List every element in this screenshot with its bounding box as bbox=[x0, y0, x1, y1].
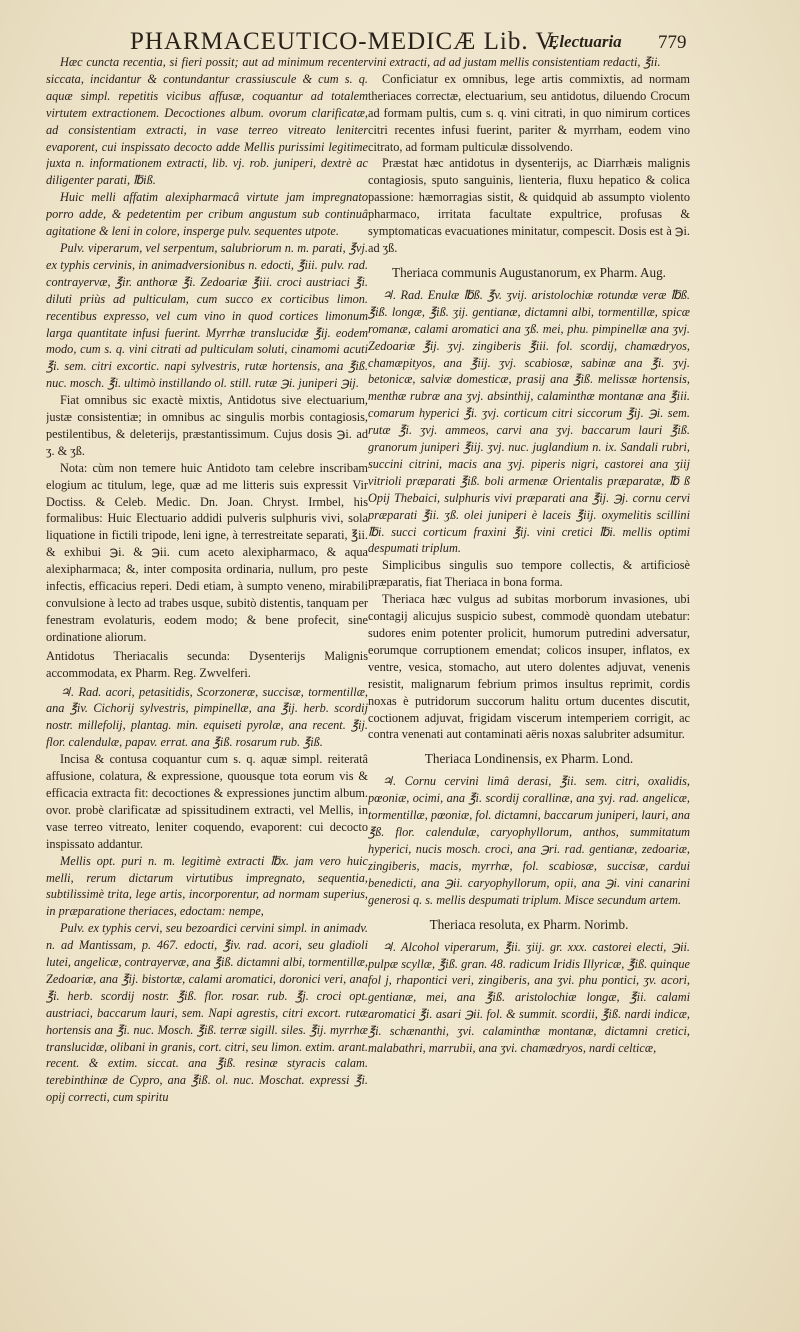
text-paragraph: Conficiatur ex omnibus, lege artis commixtis, ad normam theriaces correctæ, electuarium, seu antidotus, diluendo Crocum ad formam pultis, cum s. q. vini citrati, in quo nimirum cortices citri recentes infusi fuerint, pariter & myrrham, eodem vino citrato, ad formam pulticulæ dissolvendo. bbox=[368, 71, 690, 154]
page-number: 779 bbox=[658, 32, 687, 53]
text-paragraph: Nota: cùm non temere huic Antidoto tam celebre inscribam elogium ac titulum, lege, quæ ad me litteris suis expressit Vir Doctiss. & Celeb. Medic. Dn. Joan. Chryst. Irmbel, his formalibus: Huic Electuario addidi pulveris sulphuris vivi, sola liquatione in fictili tripode, leni igne, à terrestreitate separati, ℥ii. & exhibui ℈i. & ℈ii. cum aceto alexipharmaco, & aqua alexipharmaca; &, inter composita ordinaria, nullum, pro peste infectis, efficacius reperi. Dedi etiam, à sumpto veneno, mirabili convulsione à lecto ad trabes usque, subitò distentis, tanquam per fenestram evolaturis, eodem modo; & bene profecit, sine ordinatione aliorum. bbox=[46, 460, 368, 644]
text-paragraph: Theriaca hæc vulgus ad subitas morborum invasiones, ubi contagij alicujus suspicio subest, commodè quondam utebatur: sudores enim potenter prolicit, humorum putredini adversatur, eorumque corruptionem emendat; colicos insuper, inflatos, ex ventre, vesica, stomacho, aut utero dolentes adjuvat, venenis resistit, malignarum febrium primos insultus reprimit, cordis noxas è putridorum succorum halitu ortum ducentes discutit, coctionem adjuvat, frigidam viscerum intemperiem corrigit, ac contra venenati aut contaminati aëris noxas salubriter adsumitur. bbox=[368, 592, 690, 742]
recipe-ingredients: ♃. Cornu cervini limâ derasi, ℥ii. sem. citri, oxalidis, pœoniæ, ocimi, ana ℥i. scordij corallinæ, ana ʒvj. rad. angelicæ, tormentillæ, pœoniæ, fol. dictamni, baccarum juniperi, lauri, ana ℥ß. flor. calendulæ, caryophyllorum, anthos, summitatum hyperici, nucis mosch. croci, ana ℈ri. rad. gentianæ, zedoariæ, zingiberis, macis, myrrhæ, fol. scabiosæ, succisæ, cardui benedicti, ana ℈ii. caryophyllorum, opii, ana ℈i. vini canarini generosi q. s. mellis despumati triplum. Misce secundum artem. bbox=[368, 774, 690, 907]
recipe-ingredients: ♃. Rad. Enulæ ℔ß. ℥v. ʒvij. aristolochiæ rotundæ veræ ℔ß. ℥iß. longæ, ℥iß. ʒij. gentianæ, dictamni albi, tormentillæ, spicæ romanæ, calami aromatici ana ʒß. mei, phu. pimpinellæ ana ʒvj. Zedoariæ ℥ij. ʒvj. zingiberis ℥iii. fol. scordij, chamædryos, chamæpityos, ana ℥iij. ʒvj. scabiosæ, sabinæ ana ℥i. ʒvj. betonicæ, salviæ domesticæ, prasij ana ℥iß. melissæ hortensis, menthæ rubræ ana ʒvj. absinthij, calaminthæ montanæ ana ℥iii. comarum hyperici ℥i. ʒvj. corticum citri siccorum ℥ij. ℈i. sem. rutæ ℥i. ʒvj. ammeos, carvi ana ʒvj. baccarum lauri ℥iß. granorum juniperi ℥iij. ʒvj. nuc. juglandium n. ix. Sandali rubri, succini citrini, macis ana ʒvj. piperis nigri, castorei ana ʒiij vitrioli præparati ℥iß. boli armenæ Orientalis præparatæ, ℔ ß Opij Thebaici, sulphuris vivi præparati ana ℥ij. ℈j. cornu cervi præparati ℥ii. ʒß. olei juniperi è laceis ℥iij. oxymelitis scillini ℔i. succi corticum fraxini ℥ij. vini cretici ℔i. mellis optimi despumati triplum. bbox=[368, 287, 690, 556]
recipe-heading: Antidotus Theriacalis secunda: Dysenterijs Malignis accommodata, ex Pharm. Reg. Zwvelferi. bbox=[46, 648, 368, 680]
text-paragraph: vini extracti, ad ad justam mellis consistentiam redacti, ℥ii. bbox=[368, 55, 661, 69]
recipe-heading: Theriaca communis Augustanorum, ex Pharm. Aug. bbox=[392, 264, 666, 280]
text-paragraph: Fiat omnibus sic exactè mixtis, Antidotus sive electuarium, justæ consistentiæ; in omnibus ac singulis morbis contagiosis, pestilentibus, & deleterijs, præstantissimum. Cujus dosis ℈i. ad ʒ. & ʒß. bbox=[46, 393, 368, 458]
text-paragraph: Incisa & contusa coquantur cum s. q. aquæ simpl. reiteratâ affusione, colatura, & expressione, quousque tota eorum vis & efficacia extracta fit: decoctiones & expressiones junctim album. ovor. probè clarificatæ ad spissitudinem extracti, vel Mellis, in vase terreo vitreato, leniter coquendo, evaporent: cui decocto inspissato addantur. bbox=[46, 752, 368, 851]
section-title: Electuaria bbox=[548, 32, 622, 51]
recipe-heading: Theriaca resoluta, ex Pharm. Norimb. bbox=[429, 916, 629, 932]
text-paragraph: Præstat hæc antidotus in dysenterijs, ac Diarrhæis malignis contagiosis, sputo sanguinis, lienteria, fluxu hepatico & colica passione: hæmorragias sistit, & quidquid ab assumpto violento pharmaco, irritata facultate expultrice, profusas & symptomaticas evacuationes minitatur, compescit. Dosis est à ℈i. ad ʒß. bbox=[368, 156, 690, 255]
text-paragraph: Pulv. ex typhis cervi, seu bezoardici cervini simpl. in animadv. n. ad Mantissam, p. 467. edocti, ℥iv. rad. acori, seu gladioli lutei, angelicæ, contrayervæ, ana ℥iß. dictamni albi, tormentillæ, Zedoariæ, ana ℥ij. bistortæ, calami aromatici, doronici veri, ana ℥i. herb. scordij nostr. ℥iß. flor. rosar. rub. ℥j. croci opt. austriaci, baccarum lauri, sem. Napi agrestis, citri excort. rutæ hortensis ana ℥i. nuc. Mosch. ℥iß. terræ sigill. siles. ℥ij. myrrhæ translucidæ, olibani in granis, cort. citri, seu limon. extim. arant. recent. & extim. siccat. ana ℥iß. resinæ styracis calam. terebinthinæ de Cypro, ana ℥iß. ol. nuc. Moschat. expressi ℥i. opij correcti, cum spiritu bbox=[46, 921, 368, 1105]
right-column bbox=[368, 54, 690, 1319]
text-paragraph: Pulv. viperarum, vel serpentum, salubriorum n. m. parati, ℥vj. ex typhis cervinis, in animadversionibus n. edocti, ℥iii. pulv. rad. contrayervæ, ℥ir. anthoræ ℥i. Zedoariæ ℥iii. croci austriaci ℥i. diluti priùs ad pulticulam, cum succo ex corticibus limon. recentibus expresso, vel cum vino in quod cortices limonum larga quantitate infusi fuerint. Myrrhæ translucidæ ℥ij. eodem modo, cum s. q. vini citrati ad pulticulam soluti, cinamomi acuti ℥i. sem. citri excortic. napi sylvestris, rutæ hortensis, ana ℥iß. nuc. mosch. ℥i. ultimò instillando ol. still. rutæ ℈i. juniperi ℈ij. bbox=[46, 240, 368, 391]
recipe-heading: Theriaca Londinensis, ex Pharm. Lond. bbox=[424, 751, 634, 767]
recipe-ingredients: ♃. Alcohol viperarum, ℥ii. ʒiij. gr. xxx. castorei electi, ℈ii. pulpæ scyllæ, ℥iß. gran. 48. radicum Iridis Illyricæ, ℥iß. quinque fol j, rhapontici veri, zingiberis, ana ʒvi. phu pontici, ʒv. acori, gentianæ, mei, ana ℥iß. aristolochiæ longæ, ℥ii. calami aromatici ℥i. asari ℈ii. fol. & summit. scordii, ℥iß. nardi indicæ, ℥i. schænanthi, ʒvi. calaminthæ montanæ, dictamni cretici, malabathri, marrubii, ana ʒvi. chamædryos, nardi celticæ, bbox=[368, 939, 690, 1056]
left-column bbox=[46, 54, 368, 1319]
text-paragraph: Huic melli affatim alexipharmacâ virtute jam impregnato porro adde, & pedetentim per cribum angustum sub continuâ agitatione & leni in colore, insperge pulv. sequentes utpote. bbox=[46, 190, 368, 239]
recipe-ingredients: ♃. Rad. acori, petasitidis, Scorzoneræ, succisæ, tormentillæ, ana ℥iv. Cichorij sylvestris, pimpinellæ, ana ℥ij. herb. scordij nostr. millefolij, plantag. min. equiseti pyrolæ, ana recent. ℥ij. flor. calendulæ, papav. errat. ana ℥iß. rosarum rub. ℥iß. bbox=[46, 684, 368, 750]
running-title: PHARMACEUTICO-MEDICÆ Lib. V. bbox=[130, 28, 559, 55]
text-paragraph: Mellis opt. puri n. m. legitimè extracti ℔x. jam vero huic melli, rerum dictarum virtutibus impregnato, sequentia, subtilissimè trita, lege artis, incorporentur, ad normam superius, in præparatione theriaces, edoctam: nempe, bbox=[46, 853, 368, 919]
text-paragraph: Hæc cuncta recentia, si fieri possit; aut ad minimum recenter siccata, incidantur & contundantur crassiuscule & cum s. q. aquæ simpl. repetitis vicibus affusæ, coquantur ad totalem virtutem extractionem. Decoctiones album. ovorum clarificatæ, ad consistentiam extracti, in vase terreo vitreato leniter evaporent, cui inspissato decocto adde Mellis purissimi legitime juxta n. informationem extracti, lib. vj. rob. juniperi, dextrè ac diligenter parati, ℔iß. bbox=[46, 55, 368, 188]
text-paragraph: Simplicibus singulis suo tempore collectis, & artificiosè præparatis, fiat Theriaca in bona forma. bbox=[368, 558, 690, 590]
